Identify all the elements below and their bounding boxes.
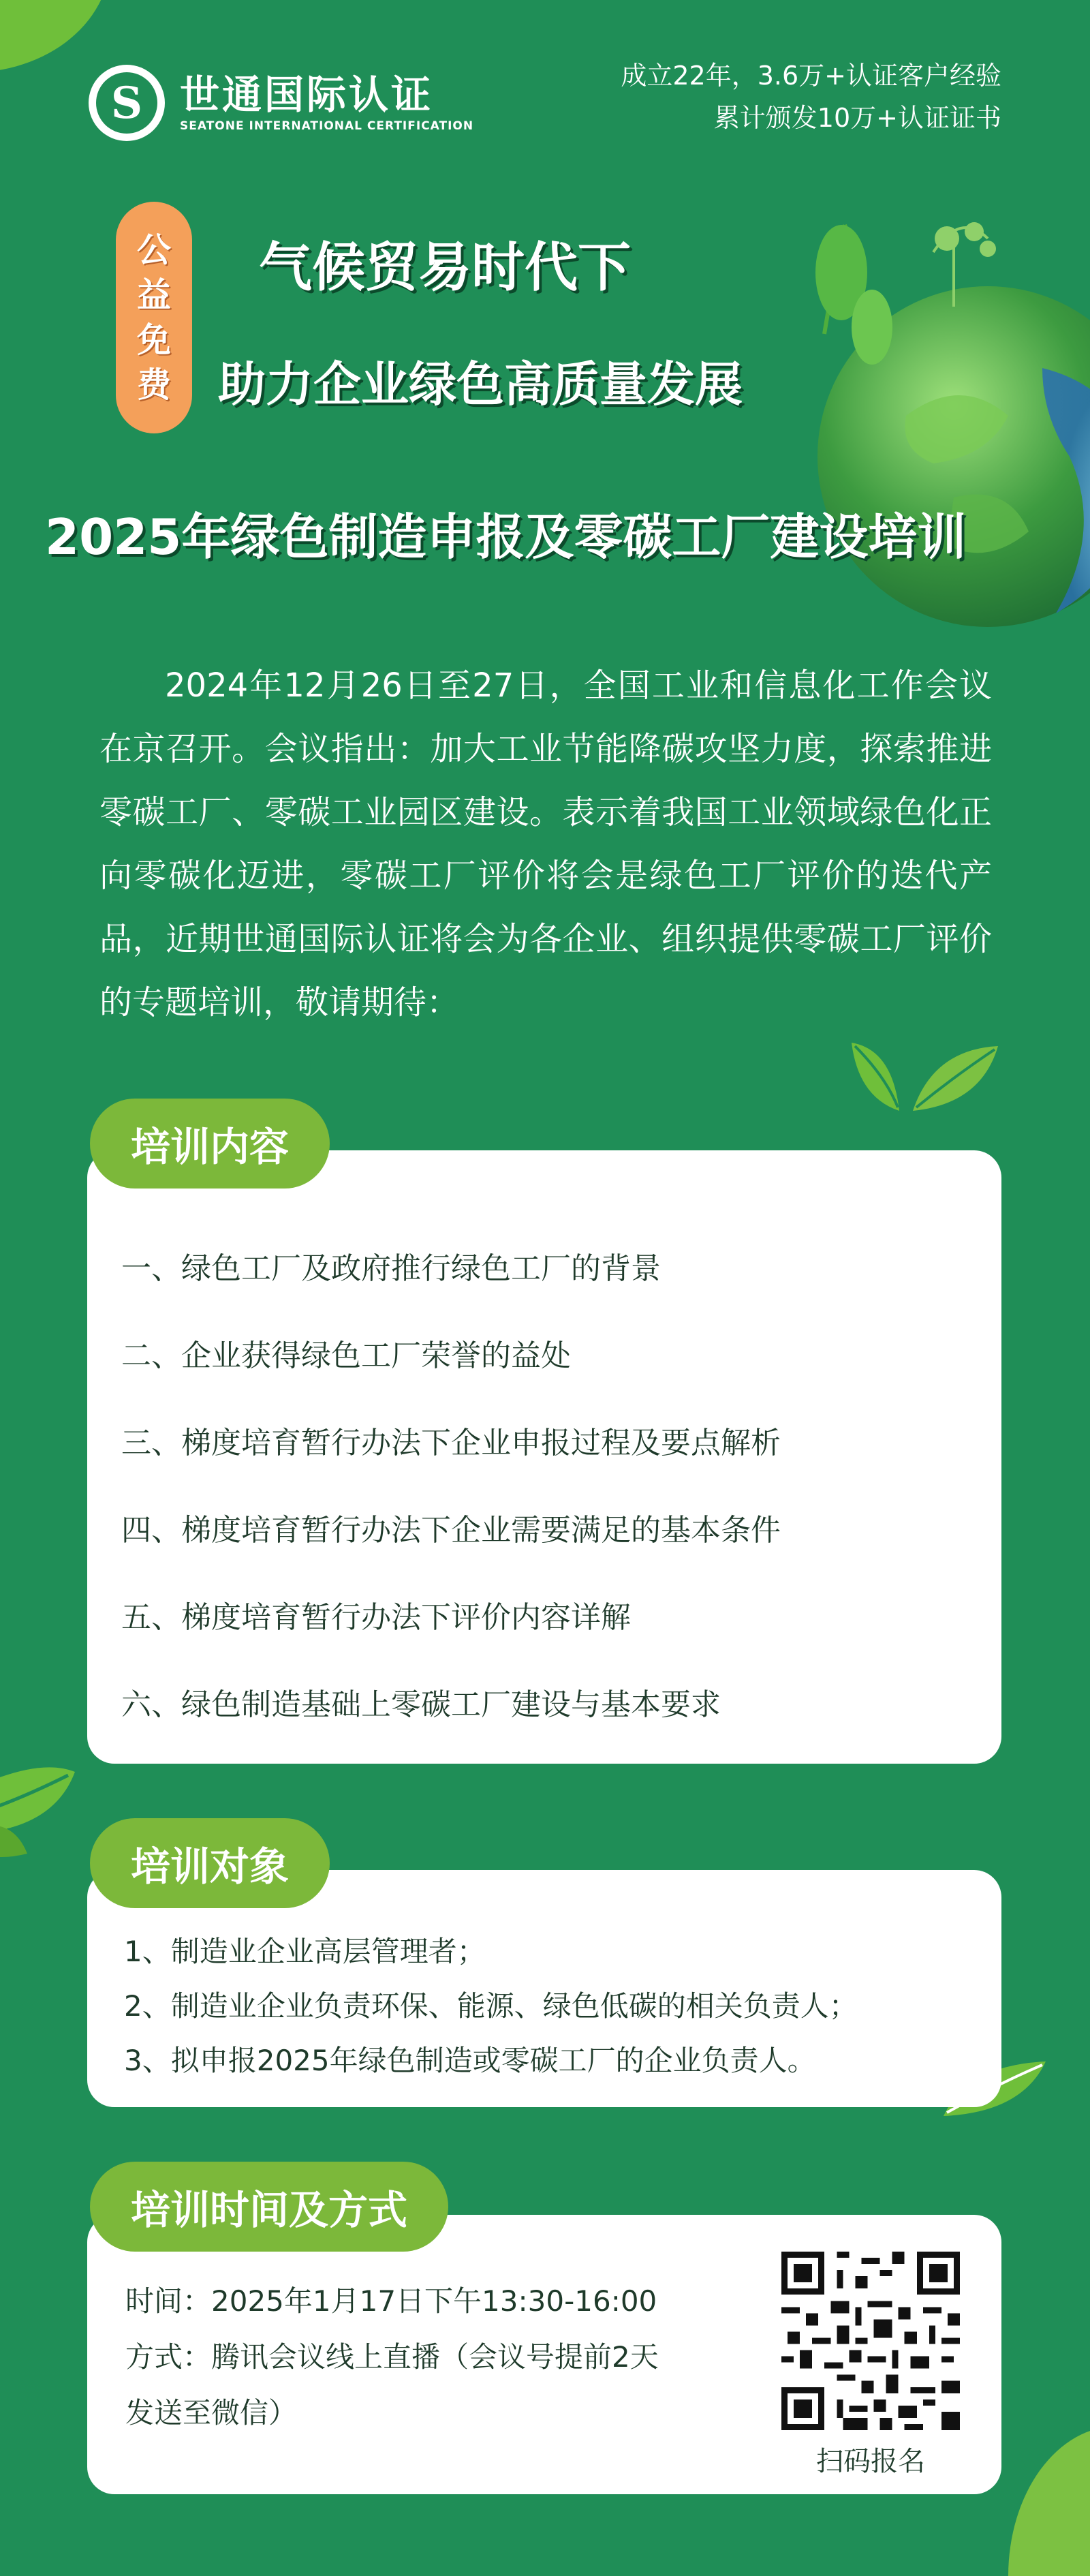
section-title-training-time: 培训时间及方式 xyxy=(90,2162,448,2252)
badge-char: 公 xyxy=(137,230,171,270)
badge-char: 益 xyxy=(137,275,171,315)
training-main-title: 2025年绿色制造申报及零碳工厂建设培训 xyxy=(45,508,967,566)
section-title-training-content: 培训内容 xyxy=(90,1099,330,1189)
list-item: 1、制造业企业高层管理者； xyxy=(124,1935,486,1968)
training-time-card xyxy=(87,2215,1001,2494)
logo-english-name: SEATONE INTERNATIONAL CERTIFICATION xyxy=(180,119,474,133)
training-audience-list xyxy=(124,1925,858,2088)
training-time: 时间：2025年1月17日下午13:30-16:00 xyxy=(125,2284,657,2318)
training-content-card xyxy=(87,1150,1001,1764)
leaf-decoration-left xyxy=(0,1758,82,1860)
qr-code-label: 扫码报名 xyxy=(816,2446,925,2477)
badge-char: 费 xyxy=(137,365,171,405)
company-logo xyxy=(89,63,473,143)
list-item: 六、绿色制造基础上零碳工厂建设与基本要求 xyxy=(121,1687,721,1722)
list-item: 2、制造业企业负责环保、能源、绿色低碳的相关负责人； xyxy=(124,1989,858,2023)
training-time-details xyxy=(125,2273,725,2441)
qr-code-icon[interactable] xyxy=(781,2252,960,2430)
earth-globe-icon xyxy=(783,211,1090,634)
leaf-decoration-bottom-right xyxy=(1008,2426,1090,2576)
list-item: 四、梯度培育暂行办法下企业需要满足的基本条件 xyxy=(121,1513,781,1548)
list-item: 五、梯度培育暂行办法下评价内容详解 xyxy=(121,1600,631,1635)
leaf-decoration-pair xyxy=(845,1036,1001,1118)
logo-text xyxy=(180,72,473,134)
intro-paragraph: 2024年12月26日至27日，全国工业和信息化工作会议在京召开。会议指出：加大工业节能降碳攻坚力度，探索推进零碳工厂、零碳工业园区建设。表示着我国工业领域绿色化正向零碳化迈进，零碳工厂评价将会是绿色工厂评价的迭代产品，近期世通国际认证将会为各企业、组织提供零碳工厂评价的专题培训，敬请期待： xyxy=(99,666,992,1022)
tagline-line-1: 成立22年，3.6万+认证客户经验 xyxy=(621,61,1001,91)
training-method-continued: 发送至微信） xyxy=(125,2396,298,2429)
hero-title-line-2: 助力企业绿色高质量发展 xyxy=(218,356,743,412)
signup-qr-block[interactable] xyxy=(772,2252,969,2479)
company-tagline xyxy=(621,55,1001,139)
free-badge xyxy=(116,202,192,433)
badge-char: 免 xyxy=(137,320,171,360)
tagline-line-2: 累计颁发10万+认证证书 xyxy=(713,103,1001,133)
hero-title-line-1: 气候贸易时代下 xyxy=(259,237,632,298)
logo-chinese-name: 世通国际认证 xyxy=(180,72,434,118)
section-title-training-audience: 培训对象 xyxy=(90,1818,330,1908)
logo-mark-icon: S xyxy=(89,65,165,141)
list-item: 三、梯度培育暂行办法下企业申报过程及要点解析 xyxy=(121,1426,781,1460)
list-item: 二、企业获得绿色工厂荣誉的益处 xyxy=(121,1338,571,1373)
training-content-list xyxy=(121,1225,781,1749)
training-method: 方式：腾讯会议线上直播（会议号提前2天 xyxy=(125,2340,659,2374)
list-item: 一、绿色工厂及政府推行绿色工厂的背景 xyxy=(121,1251,661,1286)
list-item: 3、拟申报2025年绿色制造或零碳工厂的企业负责人。 xyxy=(124,2044,816,2077)
